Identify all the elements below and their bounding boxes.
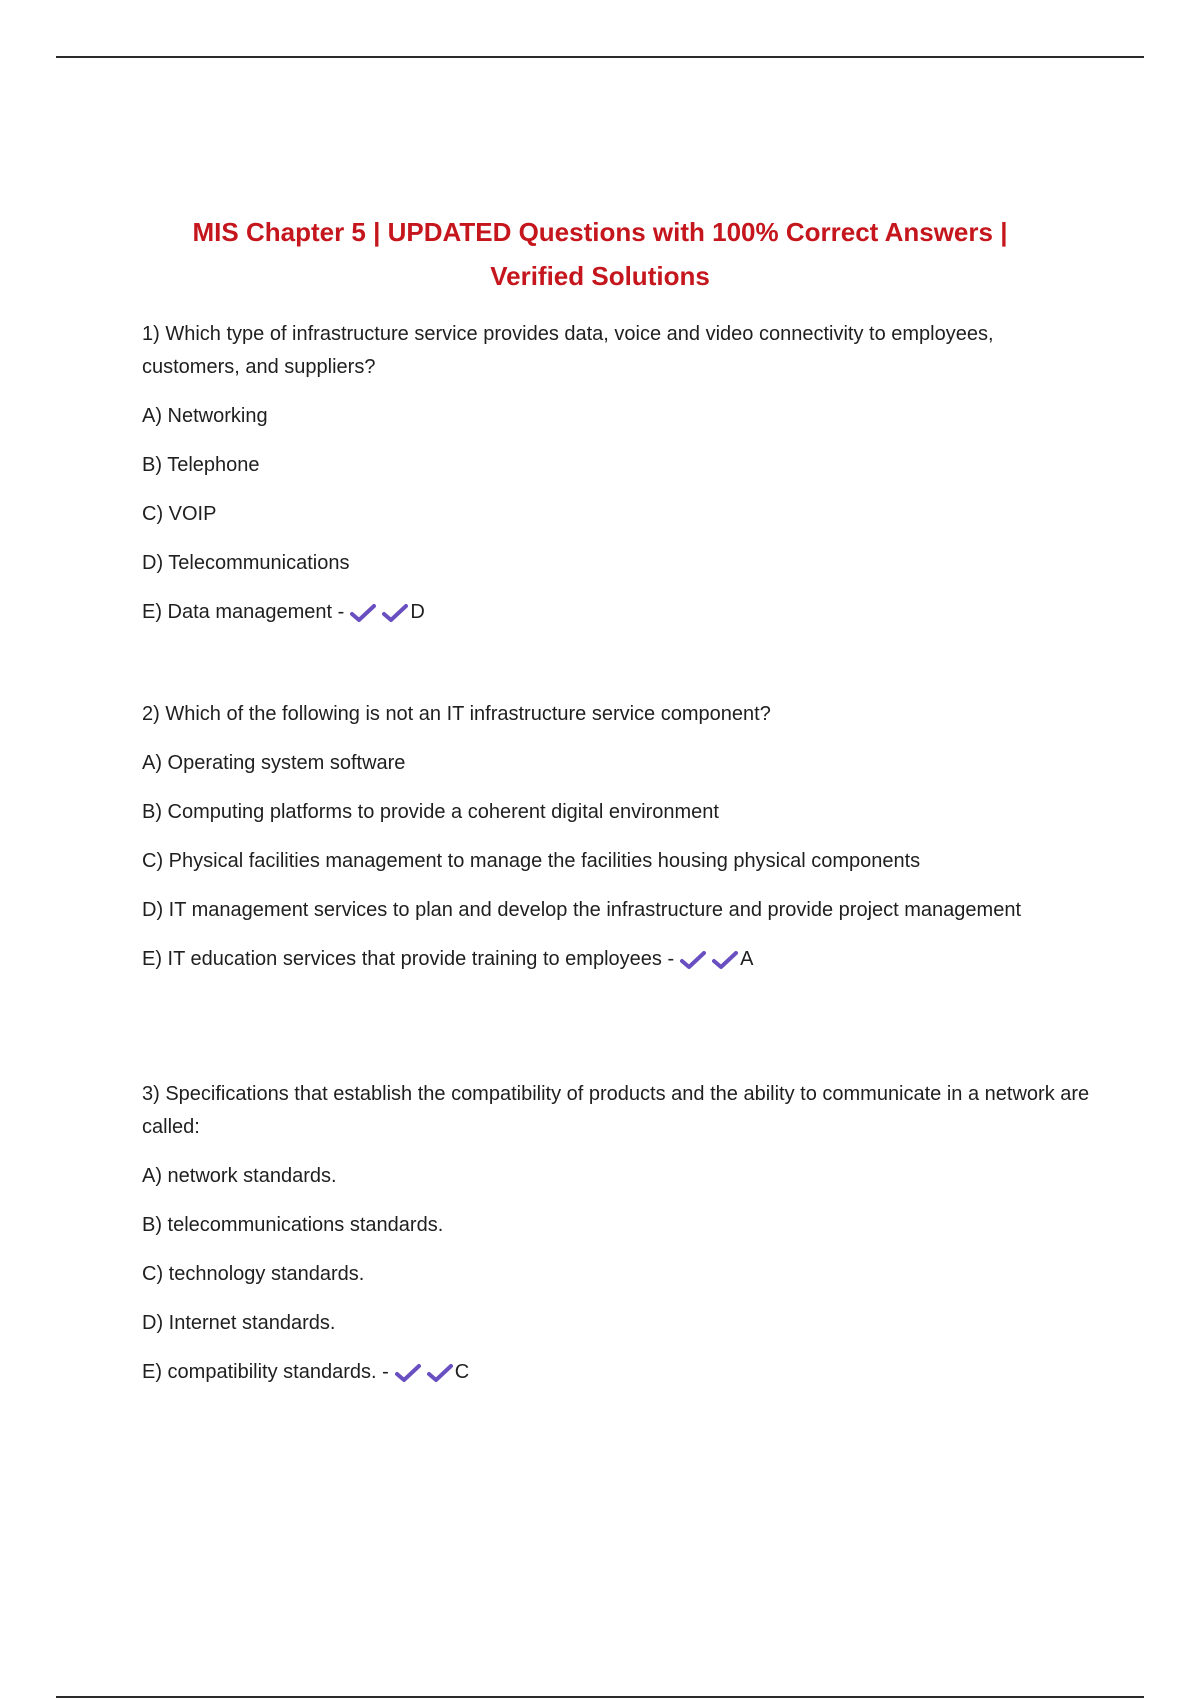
check-icon: [382, 603, 408, 623]
option-d: D) IT management services to plan and develop the infrastructure and provide project management: [142, 899, 1022, 921]
option-e-with-answer: [142, 1356, 1092, 1389]
document-title: [100, 210, 1100, 298]
option-c: C) Physical facilities management to manage the facilities housing physical components: [142, 850, 921, 872]
title-line-2: Verified Solutions: [490, 261, 710, 291]
answer-key: A: [740, 948, 754, 970]
question-stem: 3) Specifications that establish the compatibility of products and the ability to communicate in a network are called:: [142, 1083, 1090, 1138]
option-b: B) Telephone: [142, 454, 260, 476]
option-b: B) Computing platforms to provide a coherent digital environment: [142, 801, 719, 823]
question-stem: 1) Which type of infrastructure service provides data, voice and video connectivity to employees, customers, and suppliers?: [142, 323, 994, 378]
question-stem: 2) Which of the following is not an IT infrastructure service component?: [142, 703, 771, 725]
option-e-with-answer: [142, 596, 1092, 629]
header-rule: [56, 56, 1144, 58]
footer-rule: [56, 1696, 1144, 1698]
option-e-with-answer: [142, 943, 1092, 976]
answer-key: C: [454, 1361, 470, 1383]
option-a: A) network standards.: [142, 1165, 337, 1187]
check-icon: [712, 950, 738, 970]
option-d: D) Telecommunications: [142, 552, 350, 574]
question-3: [142, 1078, 1092, 1389]
option-a: A) Operating system software: [142, 752, 406, 774]
title-line-1: MIS Chapter 5 | UPDATED Questions with 100% Correct Answers |: [192, 217, 1008, 247]
option-a: A) Networking: [142, 405, 268, 427]
check-icon: [350, 603, 376, 623]
question-1: [142, 318, 1092, 629]
check-icon: [395, 1363, 421, 1383]
check-icon: [680, 950, 706, 970]
option-d: D) Internet standards.: [142, 1312, 336, 1334]
question-2: [142, 698, 1092, 976]
option-b: B) telecommunications standards.: [142, 1214, 444, 1236]
answer-key: D: [410, 601, 425, 623]
check-icon: [427, 1363, 453, 1383]
option-e: E) Data management -: [142, 601, 345, 623]
option-e: E) IT education services that provide training to employees -: [142, 948, 675, 970]
option-e: E) compatibility standards. -: [142, 1361, 389, 1383]
option-c: C) VOIP: [142, 503, 217, 525]
option-c: C) technology standards.: [142, 1263, 365, 1285]
